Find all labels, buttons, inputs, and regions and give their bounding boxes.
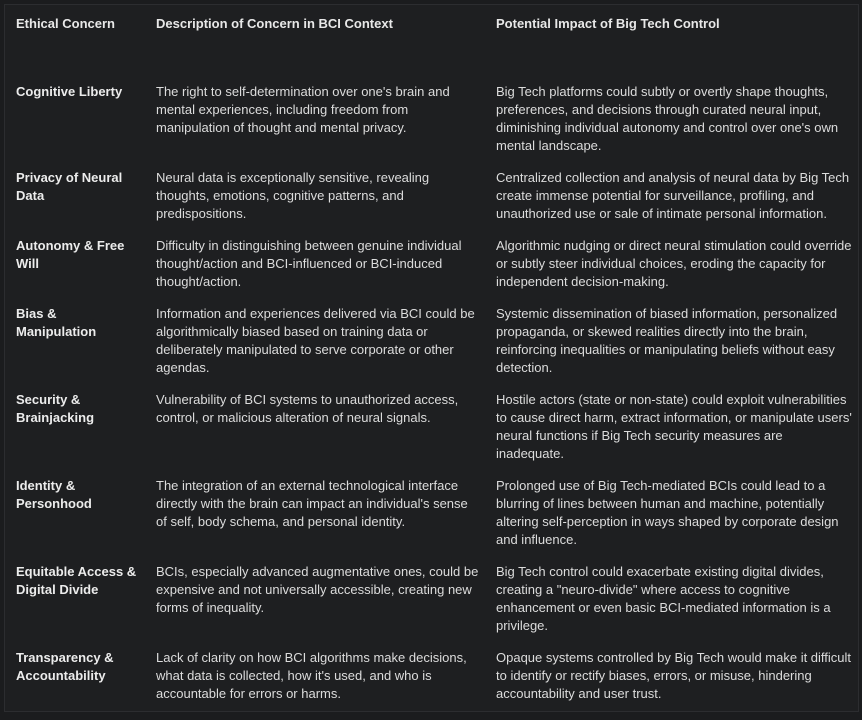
cell-description: Difficulty in distinguishing between genuine individual thought/action and BCI-influenced or BCI-induced thought/action. <box>156 238 462 289</box>
table-row <box>5 233 858 301</box>
cell-concern: Transparency & Accountability <box>16 650 114 683</box>
cell-concern: Bias & Manipulation <box>16 306 97 339</box>
table-row <box>5 387 858 473</box>
table-row <box>5 165 858 233</box>
cell-description: Lack of clarity on how BCI algorithms make decisions, what data is collected, how it's used, and who is accountable for errors or harms. <box>156 650 467 701</box>
cell-description: BCIs, especially advanced augmentative ones, could be expensive and not universally accessible, creating new forms of inequality. <box>156 564 479 615</box>
cell-concern: Cognitive Liberty <box>16 84 123 99</box>
cell-impact: Opaque systems controlled by Big Tech would make it difficult to identify or rectify biases, errors, or misuse, hindering accountability and user trust. <box>496 650 852 701</box>
table-body <box>5 80 858 713</box>
cell-description: Vulnerability of BCI systems to unauthorized access, control, or malicious alteration of neural signals. <box>156 392 459 425</box>
cell-concern: Security & Brainjacking <box>16 392 95 425</box>
cell-description: Neural data is exceptionally sensitive, revealing thoughts, emotions, cognitive patterns, and predispositions. <box>156 170 430 221</box>
table-row <box>5 301 858 387</box>
cell-description: The integration of an external technological interface directly with the brain can impact an individual's sense of self, body schema, and personal identity. <box>156 478 468 529</box>
cell-concern: Identity & Personhood <box>16 478 92 511</box>
header-description: Description of Concern in BCI Context <box>156 16 393 31</box>
header-impact: Potential Impact of Big Tech Control <box>496 16 720 31</box>
cell-concern: Autonomy & Free Will <box>16 238 125 271</box>
cell-concern: Equitable Access & Digital Divide <box>16 564 137 597</box>
table-row <box>5 473 858 559</box>
cell-impact: Big Tech control could exacerbate existing digital divides, creating a "neuro-divide" where access to cognitive enhancement or even basic BCI-mediated information is a privilege. <box>496 564 831 633</box>
table-row <box>5 559 858 645</box>
cell-concern: Privacy of Neural Data <box>16 170 123 203</box>
ethics-table <box>5 5 858 713</box>
cell-impact: Prolonged use of Big Tech-mediated BCIs could lead to a blurring of lines between human and machine, potentially altering self-perception in ways shaped by corporate design and influence. <box>496 478 839 547</box>
ethics-table-container <box>4 4 859 712</box>
cell-impact: Hostile actors (state or non-state) could exploit vulnerabilities to cause direct harm, extract information, or manipulate users' neural functions if Big Tech security measures are inadequate. <box>496 392 852 461</box>
cell-impact: Systemic dissemination of biased information, personalized propaganda, or skewed realities directly into the brain, reinforcing inequalities or manipulating beliefs without easy detection. <box>496 306 838 375</box>
cell-impact: Big Tech platforms could subtly or overtly shape thoughts, preferences, and decisions through curated neural input, diminishing individual autonomy and control over one's own mental landscape. <box>496 84 839 153</box>
table-row <box>5 80 858 165</box>
cell-impact: Centralized collection and analysis of neural data by Big Tech create immense potential for surveillance, profiling, and unauthorized use or sale of intimate personal information. <box>496 170 850 221</box>
header-row <box>5 5 858 80</box>
table-header <box>5 5 858 80</box>
cell-impact: Algorithmic nudging or direct neural stimulation could override or subtly steer individual choices, eroding the capacity for independent decision-making. <box>496 238 852 289</box>
table-row <box>5 645 858 713</box>
header-ethical-concern: Ethical Concern <box>16 16 115 31</box>
cell-description: The right to self-determination over one's brain and mental experiences, including freedom from manipulation of thought and mental privacy. <box>156 84 450 135</box>
cell-description: Information and experiences delivered via BCI could be algorithmically biased based on training data or deliberately manipulated to serve corporate or other agendas. <box>156 306 475 375</box>
